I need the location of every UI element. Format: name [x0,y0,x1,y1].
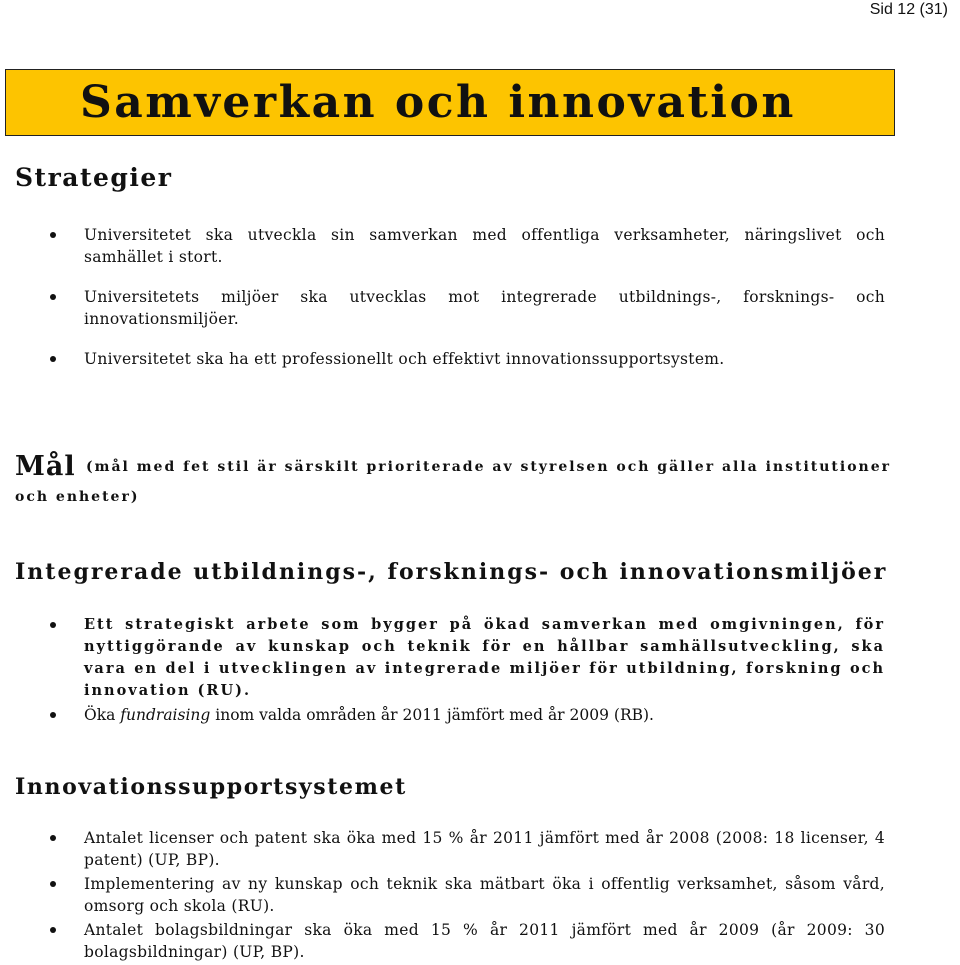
bullet-icon [50,622,56,628]
page-title: Samverkan och innovation [80,77,796,128]
heading-innovationssupport: Innovationssupportsystemet [15,774,407,800]
list-item: Universitetets miljöer ska utvecklas mot integrerade utbildnings-, forsknings- och innovationsmiljöer. [0,286,885,330]
innovationssupport-list [0,827,885,965]
list-item: Implementering av ny kunskap och teknik ska mätbart öka i offentlig verksamhet, såsom vård, omsorg och skola (RU). [0,873,885,917]
list-item: Antalet licenser och patent ska öka med 15 % år 2011 jämfört med år 2008 (2008: 18 licenser, 4 patent) (UP, BP). [0,827,885,871]
list-item: Öka fundraising inom valda områden år 2011 jämfört med år 2009 (RB). [0,704,885,726]
mal-note: (mål med fet stil är särskilt prioriterade av styrelsen och gäller alla institutioner [86,459,892,475]
title-banner [5,69,895,136]
page-number: Sid 12 (31) [869,1,948,18]
mal-title: Mål [15,451,76,482]
heading-integrerade: Integrerade utbildnings-, forsknings- och innovationsmiljöer [15,559,888,585]
integrerade-list [0,614,885,728]
bullet-icon [50,927,56,933]
bullet-icon [50,881,56,887]
heading-strategier: Strategier [15,163,173,192]
list-item: Ett strategiskt arbete som bygger på ökad samverkan med omgivningen, för nyttiggörande av kunskap och teknik för en hållbar samhällsutveckling, ska vara en del i utvecklingen av integrerade miljöer för utbildning, forskning och innovation (RU). [0,614,885,702]
bullet-icon [50,712,56,718]
bullet-icon [50,232,56,238]
list-item: Universitetet ska ha ett professionellt och effektivt innovationssupportsystem. [0,348,885,370]
bullet-icon [50,835,56,841]
bullet-icon [50,356,56,362]
heading-mal [15,452,895,508]
bullet-icon [50,294,56,300]
strategier-list [0,224,885,388]
mal-note-cont: och enheter) [15,489,140,505]
list-item: Universitetet ska utveckla sin samverkan med offentliga verksamheter, näringslivet och samhället i stort. [0,224,885,268]
list-item: Antalet bolagsbildningar ska öka med 15 % år 2011 jämfört med år 2009 (år 2009: 30 bolagsbildningar) (UP, BP). [0,919,885,963]
